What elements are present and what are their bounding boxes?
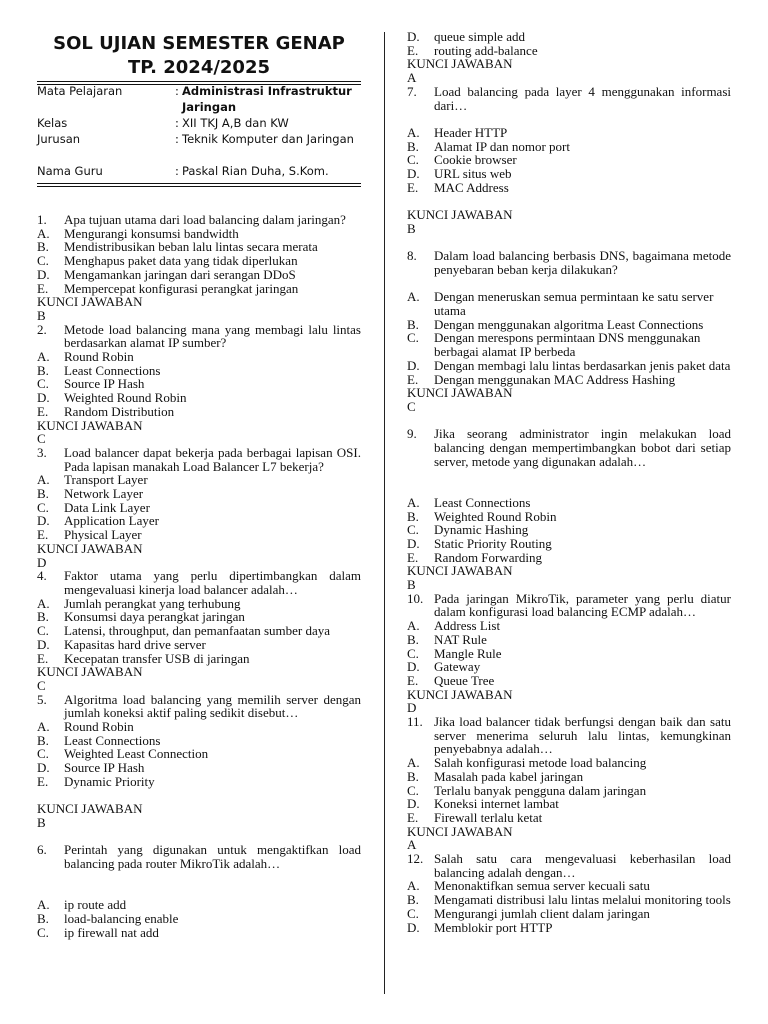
option-letter: C. (37, 924, 49, 940)
answer-option (407, 907, 731, 921)
question-text: Apa tujuan utama dari load balancing dalam jaringan? (64, 212, 346, 227)
answer-option (407, 153, 731, 167)
spacer (37, 830, 361, 844)
answer-option (407, 756, 731, 770)
answer-key-value: C (37, 677, 46, 693)
answer-key-value: C (37, 431, 46, 447)
option-text: Kecepatan transfer USB di jaringan (64, 650, 250, 666)
answer-option (407, 811, 731, 825)
spacer (407, 194, 731, 208)
option-text: NAT Rule (434, 631, 487, 647)
answer-key-label: KUNCI JAWABAN (37, 801, 143, 817)
question-text: Jika load balancer tidak berfungsi dengan baik dan satu server menerima seluruh lalu lintas, kemungkinan penyebabnya adalah… (434, 714, 731, 757)
option-text: Dengan membagi lalu lintas berdasarkan jenis paket data (434, 357, 731, 373)
option-letter: C. (407, 782, 419, 798)
answer-option (407, 784, 731, 798)
info-value: Administrasi Infrastruktur Jaringan (182, 84, 352, 114)
answer-option (37, 528, 361, 542)
option-letter: A. (407, 124, 420, 140)
question-text: Load balancer dapat bekerja pada berbagai lapisan OSI. Pada lapisan manakah Load Balancer L7 bekerja? (64, 444, 361, 474)
answer-option (407, 660, 731, 674)
answer-option (407, 167, 731, 181)
answer-option (37, 638, 361, 652)
answer-option (37, 926, 361, 940)
question-3 (37, 446, 361, 473)
option-letter: E. (407, 672, 419, 688)
option-text: Round Robin (64, 719, 134, 735)
option-text: ip route add (64, 897, 127, 913)
option-text: Static Priority Routing (434, 535, 552, 551)
option-letter: B. (407, 631, 419, 647)
option-letter: E. (407, 42, 419, 58)
answer-key-label: KUNCI JAWABAN (37, 540, 143, 556)
question-text: Load balancing pada layer 4 menggunakan informasi dari… (434, 83, 731, 113)
option-text: Firewall terlalu ketat (434, 809, 543, 825)
answer-option (407, 140, 731, 154)
option-letter: A. (407, 755, 420, 771)
answer-option (37, 240, 361, 254)
option-text: Least Connections (434, 494, 531, 510)
answer-key-value: D (407, 700, 417, 716)
question-4 (37, 569, 361, 596)
option-letter: D. (407, 29, 420, 44)
answer-key-label: KUNCI JAWABAN (37, 417, 143, 433)
option-letter: B. (407, 768, 419, 784)
question-10 (407, 592, 731, 619)
option-text: Header HTTP (434, 124, 508, 140)
spacer (37, 871, 361, 885)
question-text: Algoritma load balancing yang memilih server dengan jumlah koneksi aktif paling sedikit disebut… (64, 691, 361, 721)
option-letter: C. (407, 522, 419, 538)
answer-key-value: A (407, 70, 417, 86)
option-text: Masalah pada kabel jaringan (434, 768, 584, 784)
option-text: Address List (434, 618, 501, 634)
answer-option (37, 487, 361, 501)
option-letter: D. (407, 919, 420, 935)
option-letter: C. (37, 253, 49, 269)
answer-option (37, 514, 361, 528)
option-text: Source IP Hash (64, 376, 145, 392)
option-text: Konsumsi daya perangkat jaringan (64, 609, 245, 625)
answer-key-value: B (37, 814, 46, 830)
option-letter: D. (37, 390, 50, 406)
header-rule-bottom (37, 183, 361, 184)
option-letter: D. (37, 513, 50, 529)
answer-option (407, 331, 731, 358)
info-label: Mata Pelajaran (37, 84, 123, 98)
option-text: Mengamankan jaringan dari serangan DDoS (64, 266, 296, 282)
answer-option (407, 674, 731, 688)
option-letter: B. (37, 486, 49, 502)
answer-option (37, 350, 361, 364)
answer-option (407, 318, 731, 332)
option-text: Jumlah perangkat yang terhubung (64, 595, 241, 611)
answer-option (407, 126, 731, 140)
answer-option (37, 624, 361, 638)
answer-key-label: KUNCI JAWABAN (37, 664, 143, 680)
spacer (407, 482, 731, 496)
question-number: 7. (407, 83, 417, 99)
option-letter: E. (37, 403, 49, 419)
answer-key-label: KUNCI JAWABAN (407, 563, 513, 579)
answer-option (37, 720, 361, 734)
option-text: Cookie browser (434, 152, 517, 168)
exam-year: TP. 2024/2025 (127, 57, 271, 78)
option-letter: A. (37, 897, 50, 913)
option-letter: D. (407, 535, 420, 551)
option-text: Latensi, throughput, dan pemanfaatan sumber daya (64, 623, 331, 639)
option-text: URL situs web (434, 166, 512, 182)
answer-option (407, 523, 731, 537)
exam-title: SOL UJIAN SEMESTER GENAP (53, 33, 345, 54)
option-letter: B. (37, 362, 49, 378)
answer-key-label: KUNCI JAWABAN (407, 56, 513, 72)
option-letter: A. (407, 878, 420, 894)
answer-option (37, 597, 361, 611)
option-text: Mempercepat konfigurasi perangkat jaringan (64, 280, 299, 296)
option-text: Dengan meneruskan semua permintaan ke satu server utama (434, 289, 714, 318)
option-letter: E. (407, 809, 419, 825)
question-2 (37, 323, 361, 350)
option-letter: C. (407, 330, 419, 346)
option-text: Mengamati distribusi lalu lintas melalui monitoring tools (434, 892, 731, 908)
question-number: 11. (407, 714, 423, 730)
answer-option (37, 898, 361, 912)
option-letter: B. (407, 508, 419, 524)
option-letter: D. (407, 796, 420, 812)
option-text: Transport Layer (64, 472, 148, 488)
option-letter: D. (37, 760, 50, 776)
answer-option (37, 912, 361, 926)
option-text: Dengan merespons permintaan DNS menggunakan berbagai alamat IP berbeda (434, 330, 701, 360)
answer-key-label: KUNCI JAWABAN (407, 207, 513, 223)
question-number: 1. (37, 212, 47, 227)
answer-option (37, 734, 361, 748)
option-letter: B. (407, 138, 419, 154)
question-number: 8. (407, 248, 417, 264)
answer-option (37, 761, 361, 775)
answer-option (407, 647, 731, 661)
option-text: Weighted Round Robin (434, 508, 557, 524)
option-text: Dengan menggunakan MAC Address Hashing (434, 371, 676, 387)
answer-option (407, 797, 731, 811)
info-label: Kelas (37, 116, 68, 130)
answer-option (37, 391, 361, 405)
option-text: Mengurangi konsumsi bandwidth (64, 225, 239, 241)
answer-option (407, 290, 731, 317)
answer-option (37, 652, 361, 666)
header-rule-bottom-double (37, 186, 361, 187)
info-value: Paskal Rian Duha, S.Kom. (182, 164, 329, 178)
option-text: Weighted Round Robin (64, 390, 187, 406)
answer-key-label: KUNCI JAWABAN (407, 823, 513, 839)
option-text: queue simple add (434, 29, 525, 44)
option-letter: D. (407, 357, 420, 373)
question-text: Faktor utama yang perlu dipertimbangkan dalam mengevaluasi kinerja load balancer adalah… (64, 568, 361, 597)
question-9 (407, 427, 731, 468)
option-letter: B. (37, 910, 49, 926)
questions-left (37, 213, 361, 939)
question-text: Dalam load balancing berbasis DNS, bagaimana metode penyebaran beban kerja dilakukan? (434, 248, 731, 277)
option-text: Salah konfigurasi metode load balancing (434, 755, 647, 771)
question-text: Jika seorang administrator ingin melakukan load balancing dengan mempertimbangkan bobot dari setiap server, metode yang digunakan adalah… (434, 426, 731, 469)
option-letter: A. (37, 349, 50, 365)
option-text: Random Forwarding (434, 549, 542, 565)
answer-option (37, 254, 361, 268)
option-letter: A. (407, 494, 420, 510)
option-text: Mendistribusikan beban lalu lintas secara merata (64, 239, 318, 255)
option-letter: C. (407, 905, 419, 921)
answer-option (407, 893, 731, 907)
question-7 (407, 85, 731, 112)
option-text: Least Connections (64, 732, 161, 748)
option-text: Dynamic Hashing (434, 522, 529, 538)
answer-option (407, 921, 731, 935)
question-number: 9. (407, 426, 417, 442)
option-letter: C. (37, 746, 49, 762)
questions-right (407, 30, 731, 934)
option-text: Weighted Least Connection (64, 746, 209, 762)
question-text: Salah satu cara mengevaluasi keberhasilan load balancing adalah dengan… (434, 851, 731, 880)
answer-key-value: B (407, 220, 416, 236)
option-letter: B. (37, 732, 49, 748)
question-5 (37, 693, 361, 720)
spacer (407, 236, 731, 250)
option-text: Mengurangi jumlah client dalam jaringan (434, 905, 650, 921)
option-letter: A. (37, 225, 50, 241)
option-text: Koneksi internet lambat (434, 796, 559, 812)
question-number: 6. (37, 842, 47, 858)
option-letter: A. (37, 595, 50, 611)
question-11 (407, 715, 731, 756)
option-letter: E. (37, 280, 49, 296)
option-letter: E. (407, 371, 419, 387)
answer-option (37, 473, 361, 487)
answer-key-value: B (37, 307, 46, 323)
option-text: Round Robin (64, 349, 134, 365)
option-text: MAC Address (434, 179, 509, 195)
question-6 (37, 843, 361, 870)
answer-key-value: A (407, 837, 417, 853)
option-text: Dengan menggunakan algoritma Least Connections (434, 316, 704, 332)
option-text: Queue Tree (434, 672, 495, 688)
answer-option (407, 44, 731, 58)
answer-option (407, 551, 731, 565)
option-text: Gateway (434, 659, 481, 675)
answer-option (37, 364, 361, 378)
answer-option (407, 633, 731, 647)
option-text: Network Layer (64, 486, 144, 502)
answer-option (37, 501, 361, 515)
option-letter: D. (407, 166, 420, 182)
option-letter: D. (407, 659, 420, 675)
option-text: routing add-balance (434, 42, 538, 58)
option-text: Least Connections (64, 362, 161, 378)
option-letter: E. (37, 527, 49, 543)
option-text: Dynamic Priority (64, 773, 155, 789)
answer-key-value: C (407, 398, 416, 414)
option-text: Source IP Hash (64, 760, 145, 776)
option-text: Memblokir port HTTP (434, 919, 553, 935)
answer-option (37, 405, 361, 419)
spacer (407, 468, 731, 482)
option-letter: C. (407, 152, 419, 168)
option-letter: E. (37, 650, 49, 666)
option-text: Menonaktifkan semua server kecuali satu (434, 878, 650, 894)
answer-option (407, 537, 731, 551)
answer-option (407, 619, 731, 633)
option-letter: B. (37, 609, 49, 625)
answer-option (407, 496, 731, 510)
exam-page: SOL UJIAN SEMESTER GENAP TP. 2024/2025 Mata Pelajaran : Administrasi Infrastruktur Jaringan Kelas : XII TKJ A,B dan KW Jurusan : Teknik Komputer dan Jaringan Nama Guru : Paskal Rian Duha, S.Kom. 1. Apa tujuan utama dari load balancing dalam jaringan? A. Mengurangi konsumsi bandwidth B. Mendistribusikan beban lalu lintas secara merata C. Menghapus paket data yang tidak diperlukan D. Mengamankan jaringan dari serangan DDoS E. Mempercepat konfigurasi perangkat jaringan KUNCI JAWABAN B 2. Metode load balancing mana yang membagi lalu lintas berdasarkan alamat IP sumber? A. Round Robin B. Least Connections C. Source IP Hash D. Weighted Round Robin E. Random Distribution KUNCI JAWABAN C 3. Load balancer dapat bekerja pada berbagai lapisan OSI. Pada lapisan manakah Load Balancer L7 bekerja? A. Transport Layer B. Network Layer C. Data Link Layer D. Application Layer E. Physical Layer KUNCI JAWABAN D 4. Faktor utama yang perlu dipertimbangkan dalam mengevaluasi kinerja load balancer adalah… A. Jumlah perangkat yang terhubung B. Konsumsi daya perangkat jaringan C. Latensi, throughput, dan pemanfaatan sumber daya D. Kapasitas hard drive server E. Kecepatan transfer USB di jaringan KUNCI JAWABAN C 5. Algoritma load balancing yang memilih server dengan jumlah koneksi aktif paling sedikit disebut… A. Round Robin B. Least Connections C. Weighted Least Connection D. Source IP Hash E. Dynamic Priority KUNCI JAWABAN B 6. Perintah yang digunakan untuk mengaktifkan load balancing pada router MikroTik adalah… A. ip route add B. load-balancing enable C. ip firewall nat add D. queue simple add E. routing add-balance KUNCI JAWABAN A 7. Load balancing pada layer 4 menggunakan informasi dari… A. Header HTTP B. Alamat IP dan nomor port C. Cookie browser D. URL situs web E. MAC Address KUNCI JAWABAN B 8. Dalam load balancing berbasis DNS, bagaimana metode penyebaran beban kerja dilakukan? A. Dengan meneruskan semua permintaan ke satu server utama B. Dengan menggunakan algoritma Least Connections C. Dengan merespons permintaan DNS menggunakan berbagai alamat IP berbeda D. Dengan membagi lalu lintas berdasarkan jenis paket data E. Dengan menggunakan MAC Address Hashing KUNCI JAWABAN C 9. Jika seorang administrator ingin melakukan load balancing dengan mempertimbangkan bobot dari setiap server, metode yang digunakan adalah… A. Least Connections B. Weighted Round Robin C. Dynamic Hashing D. Static Priority Routing E. Random Forwarding KUNCI JAWABAN B 10. Pada jaringan MikroTik, parameter yang perlu diatur dalam konfigurasi load balancing ECMP adalah… A. Address List B. NAT Rule C. Mangle Rule D. Gateway E. Queue Tree KUNCI JAWABAN D 11. Jika load balancer tidak berfungsi dengan baik dan satu server menerima seluruh lalu lintas, kemungkinan penyebabnya adalah… A. Salah konfigurasi metode load balancing B. Masalah pada kabel jaringan C. Terlalu banyak pengguna dalam jaringan D. Koneksi internet lambat E. Firewall terlalu ketat KUNCI JAWABAN A 12. Salah satu cara mengevaluasi keberhasilan load balancing adalah dengan… A. Menonaktifkan semua server kecuali satu B. Mengamati distribusi lalu lintas melalui monitoring tools C. Mengurangi jumlah client dalam jaringan D. Memblokir port HTTP (0, 0, 768, 1024)
info-value: Teknik Komputer dan Jaringan (182, 132, 354, 146)
answer-option (407, 359, 731, 373)
answer-option (407, 373, 731, 387)
option-letter: C. (37, 623, 49, 639)
header-rule-top (37, 81, 361, 82)
question-1 (37, 213, 361, 227)
question-number: 5. (37, 691, 47, 707)
answer-option (407, 879, 731, 893)
option-letter: B. (407, 892, 419, 908)
question-12 (407, 852, 731, 879)
info-value: XII TKJ A,B dan KW (182, 116, 289, 130)
option-text: load-balancing enable (64, 910, 179, 926)
answer-key-label: KUNCI JAWABAN (37, 294, 143, 310)
option-text: Mangle Rule (434, 645, 502, 661)
question-number: 10. (407, 590, 424, 606)
spacer (37, 884, 361, 898)
option-text: Application Layer (64, 513, 159, 529)
answer-option (37, 610, 361, 624)
option-text: Data Link Layer (64, 499, 150, 515)
question-text: Pada jaringan MikroTik, parameter yang perlu diatur dalam konfigurasi load balancing ECMP adalah… (434, 590, 731, 620)
option-letter: D. (37, 266, 50, 282)
option-letter: E. (407, 179, 419, 195)
answer-key-label: KUNCI JAWABAN (407, 686, 513, 702)
question-number: 12. (407, 851, 424, 867)
option-text: Alamat IP dan nomor port (434, 138, 570, 154)
answer-key-value: B (407, 577, 416, 593)
answer-option (407, 510, 731, 524)
info-label: Nama Guru (37, 164, 103, 178)
option-letter: C. (407, 645, 419, 661)
option-text: Menghapus paket data yang tidak diperlukan (64, 253, 298, 269)
question-8 (407, 249, 731, 276)
answer-option (37, 268, 361, 282)
question-number: 2. (37, 321, 47, 337)
question-text: Perintah yang digunakan untuk mengaktifkan load balancing pada router MikroTik adalah… (64, 842, 361, 872)
option-text: ip firewall nat add (64, 924, 159, 940)
option-letter: C. (37, 499, 49, 515)
answer-key-value: D (37, 554, 47, 570)
option-letter: B. (37, 239, 49, 255)
column-divider (384, 32, 385, 994)
question-text: Metode load balancing mana yang membagi lalu lintas berdasarkan alamat IP sumber? (64, 321, 361, 351)
answer-option (407, 30, 731, 44)
option-letter: B. (407, 316, 419, 332)
answer-option (37, 377, 361, 391)
option-letter: E. (37, 773, 49, 789)
option-letter: C. (37, 376, 49, 392)
option-letter: A. (407, 618, 420, 634)
answer-option (407, 181, 731, 195)
option-text: Random Distribution (64, 403, 175, 419)
answer-option (37, 282, 361, 296)
question-number: 4. (37, 568, 47, 584)
info-label: Jurusan (37, 132, 81, 146)
spacer (37, 789, 361, 803)
option-letter: D. (37, 636, 50, 652)
answer-key-label: KUNCI JAWABAN (407, 385, 513, 401)
spacer (407, 414, 731, 428)
option-letter: E. (407, 549, 419, 565)
answer-option (37, 747, 361, 761)
answer-option (37, 775, 361, 789)
answer-option (407, 770, 731, 784)
option-letter: A. (37, 719, 50, 735)
option-text: Physical Layer (64, 527, 142, 543)
option-text: Kapasitas hard drive server (64, 636, 206, 652)
answer-option (37, 227, 361, 241)
option-letter: A. (37, 472, 50, 488)
spacer (407, 112, 731, 126)
option-text: Terlalu banyak pengguna dalam jaringan (434, 782, 647, 798)
question-number: 3. (37, 444, 47, 460)
option-letter: A. (407, 289, 420, 305)
spacer (407, 277, 731, 291)
